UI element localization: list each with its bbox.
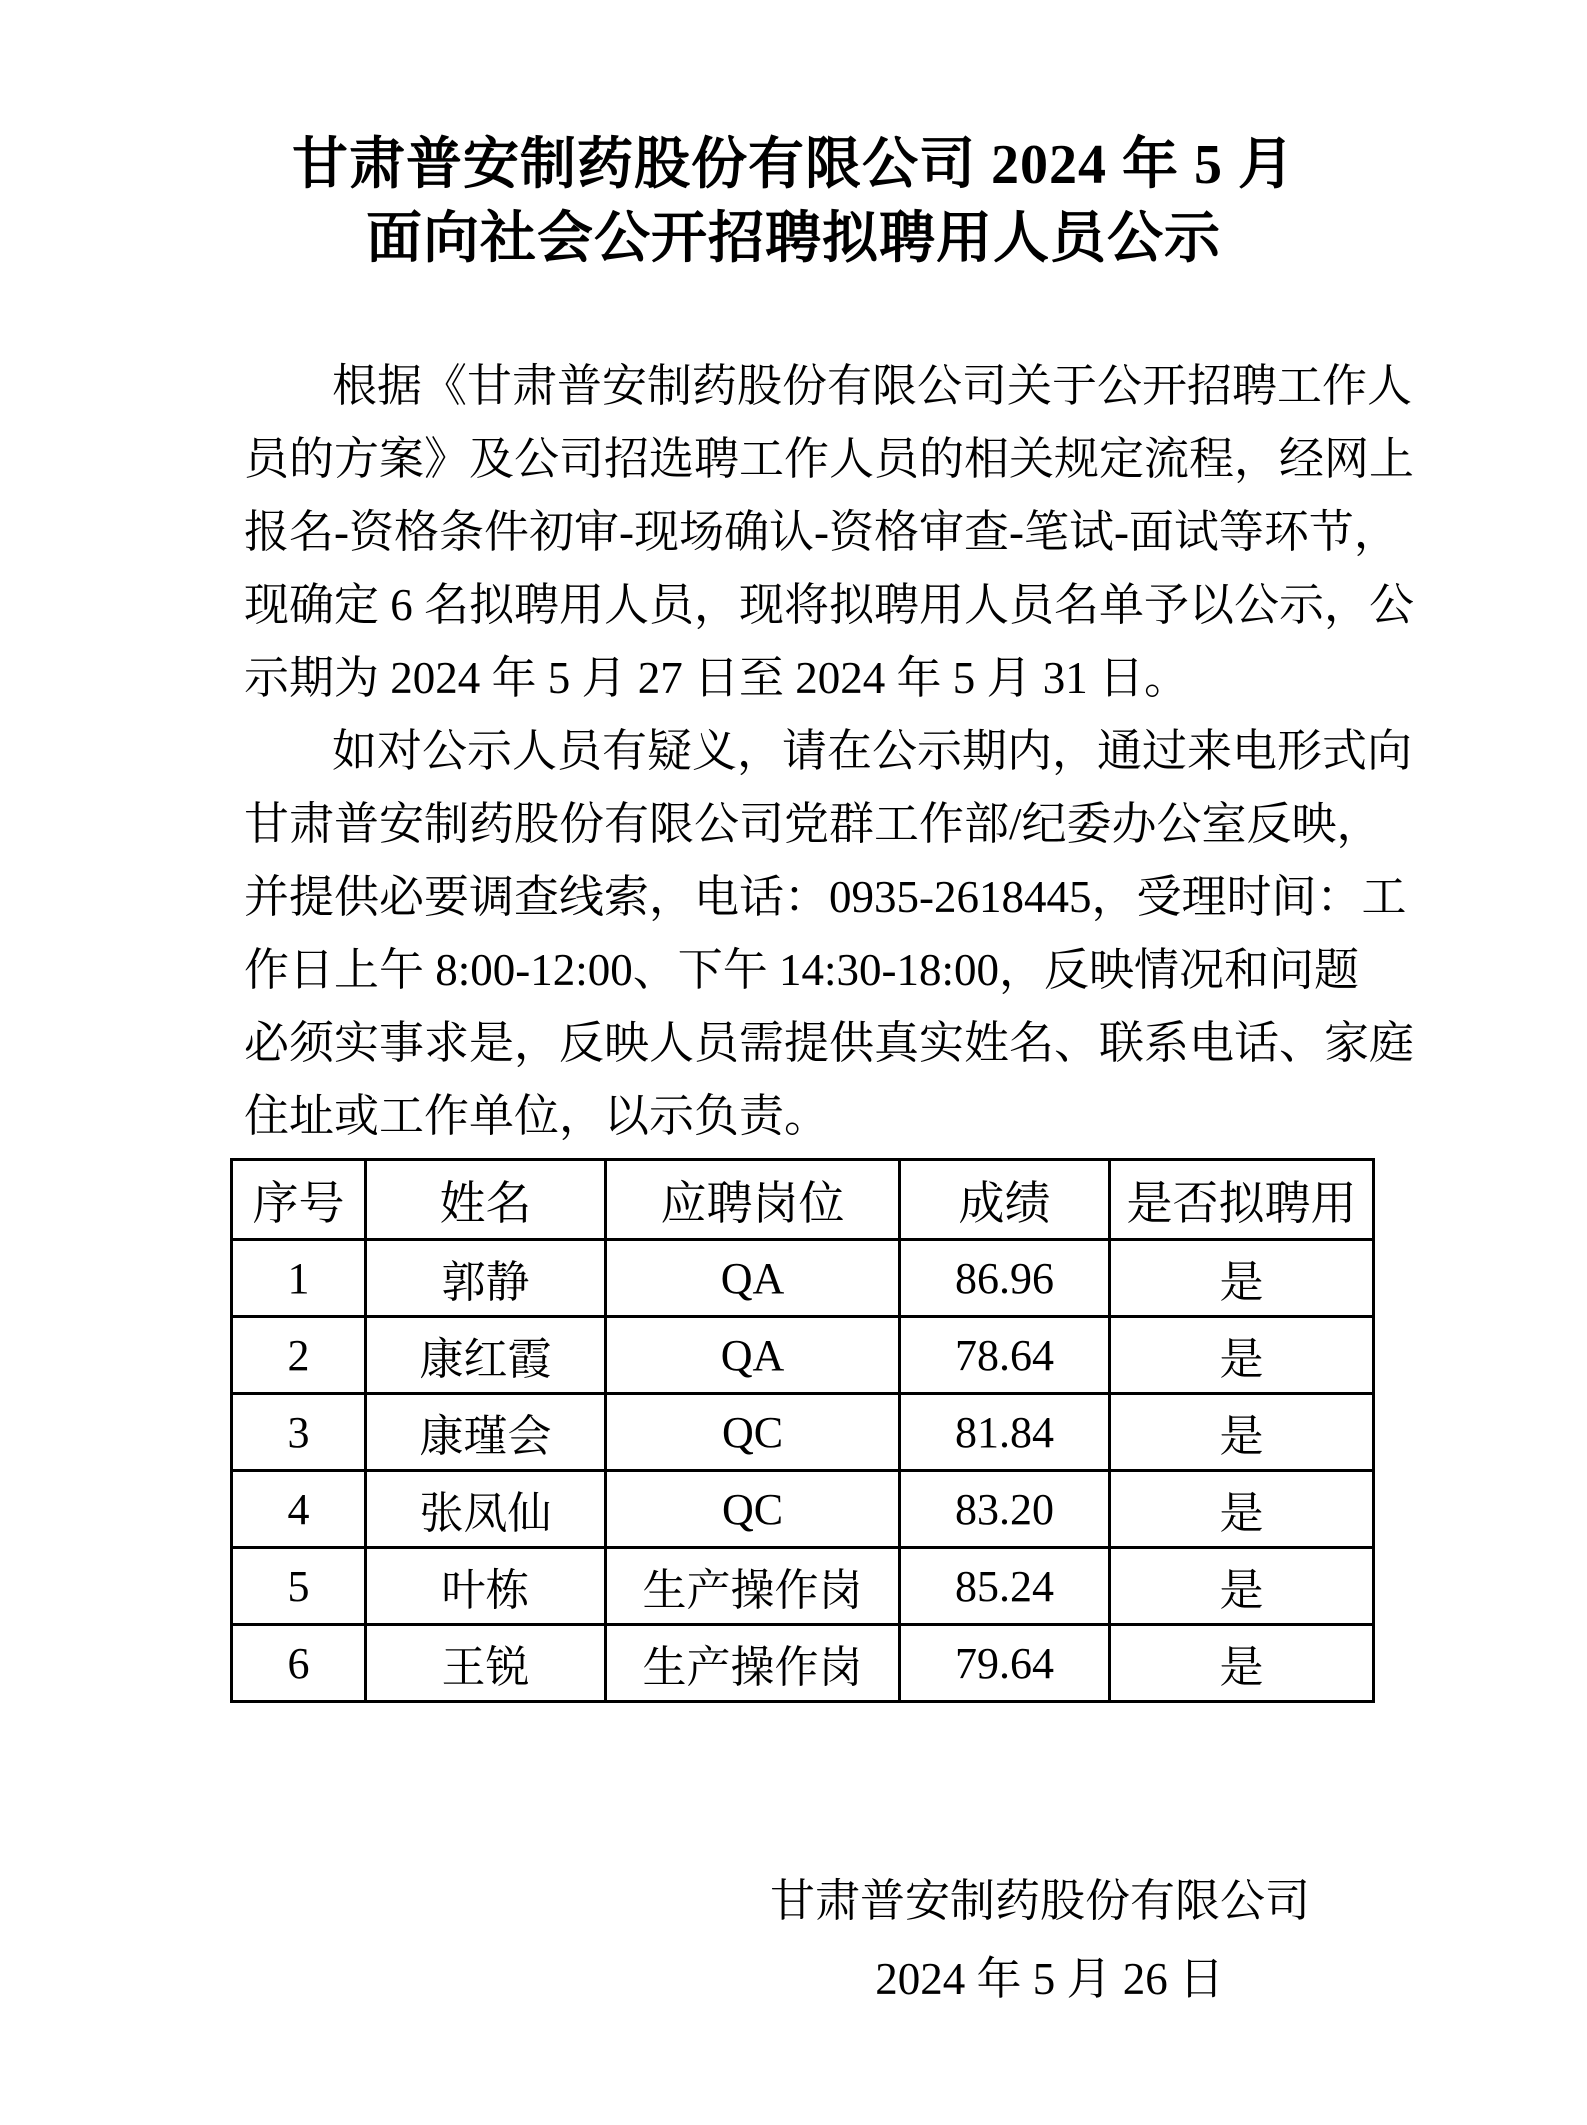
col-header-score: 成绩 [900,1160,1110,1240]
cell-name: 叶栋 [366,1548,606,1625]
paragraph-2-line-6: 住址或工作单位，以示负责。 [244,1091,830,1141]
cell-index: 5 [232,1548,366,1625]
cell-score: 86.96 [900,1240,1110,1317]
paragraph-2-line-4: 作日上午 8:00-12:00、下午 14:30-18:00，反映情况和问题 [244,945,1359,995]
table-header-row [232,1160,1374,1240]
table-row [232,1240,1374,1317]
table-row [232,1471,1374,1548]
table-row [232,1317,1374,1394]
cell-score: 78.64 [900,1317,1110,1394]
cell-index: 3 [232,1394,366,1471]
cell-position: 生产操作岗 [606,1548,900,1625]
paragraph-1-line-1: 根据《甘肃普安制药股份有限公司关于公开招聘工作人 [332,361,1413,411]
cell-name: 康红霞 [366,1317,606,1394]
signature-date: 2024 年 5 月 26 日 [875,1954,1224,2004]
col-header-hired: 是否拟聘用 [1110,1160,1374,1240]
paragraph-1-line-4: 现确定 6 名拟聘用人员，现将拟聘用人员名单予以公示，公 [244,580,1415,630]
cell-score: 79.64 [900,1625,1110,1702]
cell-position: QA [606,1240,900,1317]
col-header-index: 序号 [232,1160,366,1240]
cell-index: 1 [232,1240,366,1317]
cell-position: QC [606,1471,900,1548]
col-header-position: 应聘岗位 [606,1160,900,1240]
cell-position: 生产操作岗 [606,1625,900,1702]
cell-name: 王锐 [366,1625,606,1702]
signature-company: 甘肃普安制药股份有限公司 [769,1876,1310,1926]
paragraph-2-line-2: 甘肃普安制药股份有限公司党群工作部/纪委办公室反映， [244,799,1382,849]
title-line-1: 甘肃普安制药股份有限公司 2024 年 5 月 [292,134,1295,196]
cell-name: 张凤仙 [366,1471,606,1548]
title-line-2: 面向社会公开招聘拟聘用人员公示 [366,208,1221,270]
cell-score: 83.20 [900,1471,1110,1548]
col-header-name: 姓名 [366,1160,606,1240]
cell-index: 4 [232,1471,366,1548]
cell-position: QA [606,1317,900,1394]
cell-score: 81.84 [900,1394,1110,1471]
cell-name: 郭静 [366,1240,606,1317]
paragraph-1-line-5: 示期为 2024 年 5 月 27 日至 2024 年 5 月 31 日。 [244,653,1190,703]
paragraph-1-line-2: 员的方案》及公司招选聘工作人员的相关规定流程，经网上 [244,434,1415,484]
cell-index: 2 [232,1317,366,1394]
table-row [232,1625,1374,1702]
cell-hired: 是 [1110,1548,1374,1625]
paragraph-2-line-3: 并提供必要调查线索，电话：0935-2618445，受理时间：工 [244,872,1407,922]
cell-score: 85.24 [900,1548,1110,1625]
cell-hired: 是 [1110,1471,1374,1548]
cell-hired: 是 [1110,1394,1374,1471]
cell-hired: 是 [1110,1625,1374,1702]
paragraph-2-line-5: 必须实事求是，反映人员需提供真实姓名、联系电话、家庭 [244,1018,1415,1068]
paragraph-2-line-1: 如对公示人员有疑义，请在公示期内，通过来电形式向 [332,726,1413,776]
cell-position: QC [606,1394,900,1471]
document-title [0,0,1587,276]
cell-hired: 是 [1110,1240,1374,1317]
table-row [232,1394,1374,1471]
cell-name: 康瑾会 [366,1394,606,1471]
table-row [232,1548,1374,1625]
paragraph-1-line-3: 报名-资格条件初审-现场确认-资格审查-笔试-面试等环节， [244,507,1399,557]
cell-index: 6 [232,1625,366,1702]
document-body [244,350,1415,1153]
candidate-table [230,1158,1375,1703]
cell-hired: 是 [1110,1317,1374,1394]
